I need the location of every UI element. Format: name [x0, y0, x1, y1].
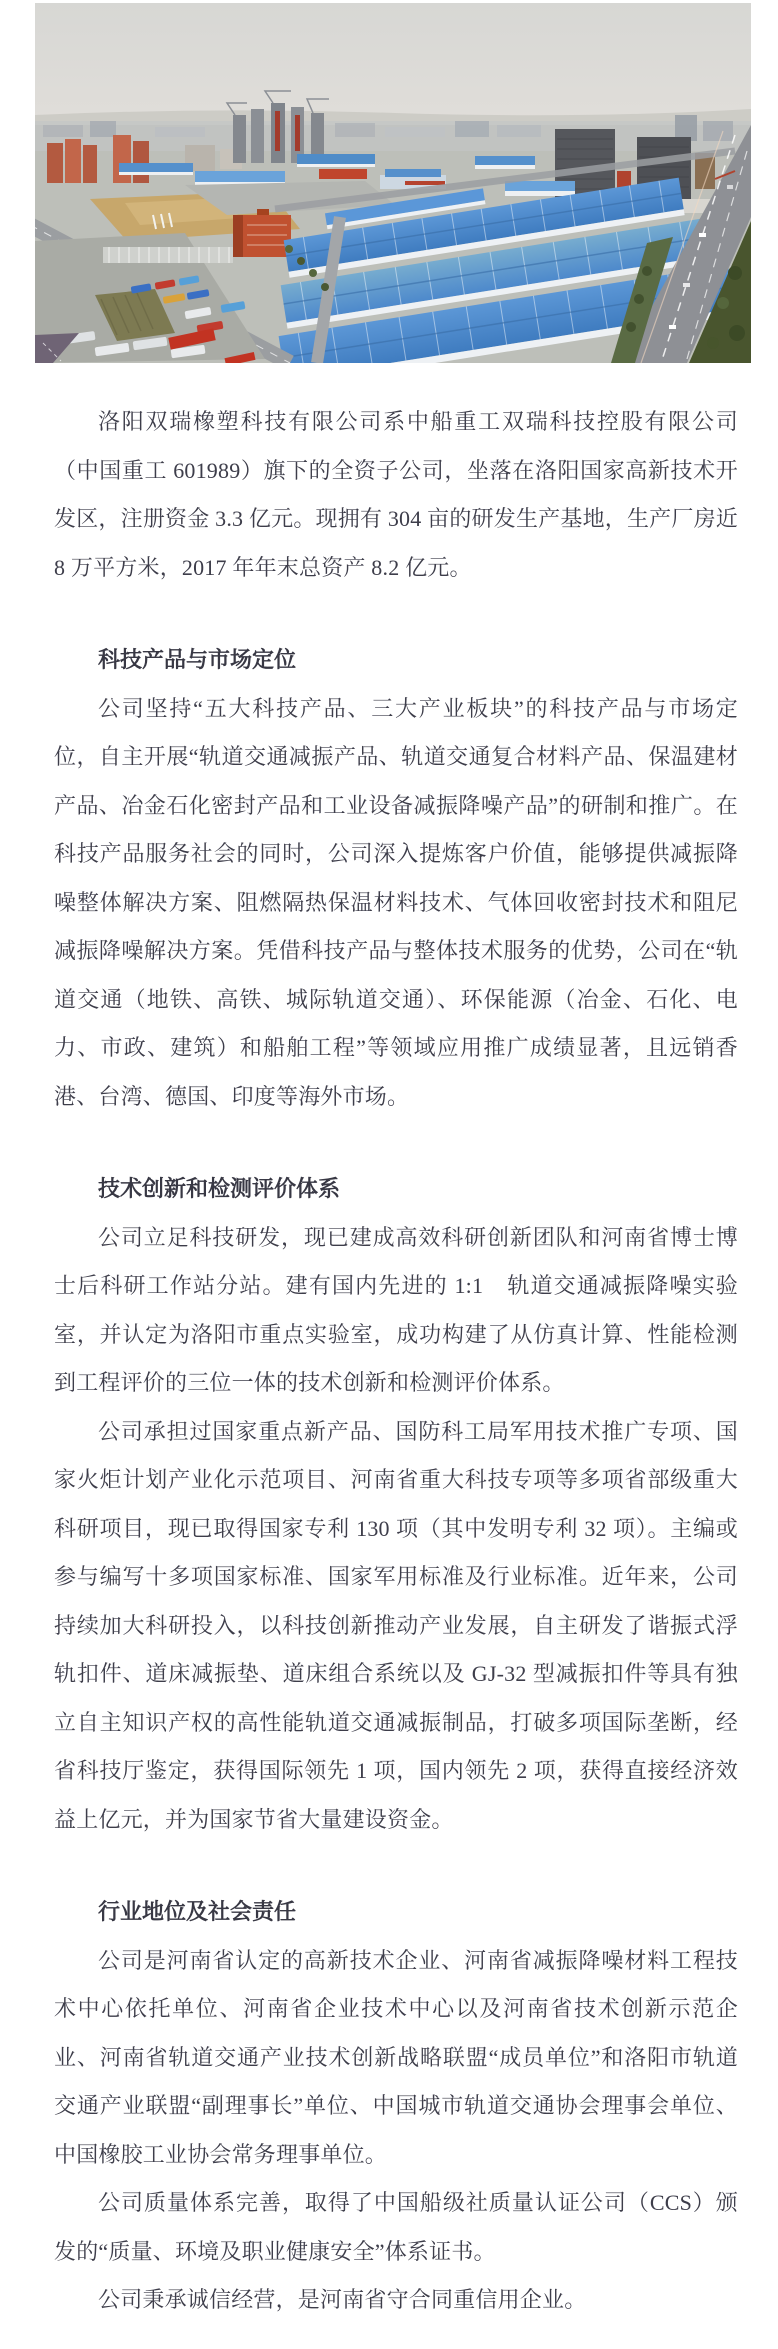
section-heading: 技术创新和检测评价体系 — [98, 1176, 341, 1201]
body-paragraph: 公司承担过国家重点新产品、国防科工局军用技术推广专项、国家火炬计划产业化示范项目、河南省重大科技专项等多项省部级重大科研项目，现已取得国家专利 130 项（其中发明专利 32 项）。主编或参与编写十多项国家标准、国家军用标准及行业标准。近年来，公司持续加大科研投入，以科技创新推动产业发展，自主研发了谐振式浮轨扣件、道床减振垫、道床组合系统以及 GJ-32 型减振扣件等具有独立自主知识产权的高性能轨道交通减振制品，打破多项国际垄断，经省科技厅鉴定，获得国际领先 1 项，国内领先 2 项，获得直接经济效益上亿元，并为国家节省大量建设资金。 — [54, 1418, 738, 1832]
document-section — [54, 1165, 738, 1844]
company-aerial-photo — [35, 3, 751, 363]
red-office-building — [233, 209, 291, 257]
aerial-photo-illustration — [35, 3, 751, 363]
body-paragraph: 公司秉承诚信经营，是河南省守合同重信用企业。 — [98, 2287, 587, 2312]
document-section — [54, 636, 738, 1121]
intro-paragraph: 洛阳双瑞橡塑科技有限公司系中船重工双瑞科技控股有限公司（中国重工 601989）旗下的全资子公司，坐落在洛阳国家高新技术开发区，注册资金 3.3 亿元。现拥有 304 亩的研发生产基地，生产厂房近 8 万平方米，2017 年年末总资产 8.2 亿元。 — [54, 409, 738, 580]
sections — [54, 636, 738, 2325]
section-heading: 行业地位及社会责任 — [98, 1899, 297, 1924]
body-paragraph: 公司质量体系完善，取得了中国船级社质量认证公司（CCS）颁发的“质量、环境及职业健康安全”体系证书。 — [54, 2190, 738, 2264]
section-heading: 科技产品与市场定位 — [98, 647, 297, 672]
body-paragraph: 公司是河南省认定的高新技术企业、河南省减振降噪材料工程技术中心依托单位、河南省企业技术中心以及河南省技术创新示范企业、河南省轨道交通产业技术创新战略联盟“成员单位”和洛阳市轨道交通产业联盟“副理事长”单位、中国城市轨道交通协会理事会单位、中国橡胶工业协会常务理事单位。 — [54, 1947, 738, 2167]
body-paragraph: 公司坚持“五大科技产品、三大产业板块”的科技产品与市场定位，自主开展“轨道交通减振产品、轨道交通复合材料产品、保温建材产品、冶金石化密封产品和工业设备减振降噪产品”的研制和推广。在科技产品服务社会的同时，公司深入提炼客户价值，能够提供减振降噪整体解决方案、阻燃隔热保温材料技术、气体回收密封技术和阻尼减振降噪解决方案。凭借科技产品与整体技术服务的优势，公司在“轨道交通（地铁、高铁、城际轨道交通）、环保能源（冶金、石化、电力、市政、建筑）和船舶工程”等领域应用推广成绩显著，且远销香港、台湾、德国、印度等海外市场。 — [54, 695, 738, 1109]
document-section — [54, 1888, 738, 2325]
document-body — [0, 363, 778, 2325]
body-paragraph: 公司立足科技研发，现已建成高效科研创新团队和河南省博士博士后科研工作站分站。建有国内先进的 1:1 轨道交通减振降噪实验室，并认定为洛阳市重点实验室，成功构建了从仿真计算、性能检测到工程评价的三位一体的技术创新和检测评价体系。 — [54, 1224, 738, 1395]
